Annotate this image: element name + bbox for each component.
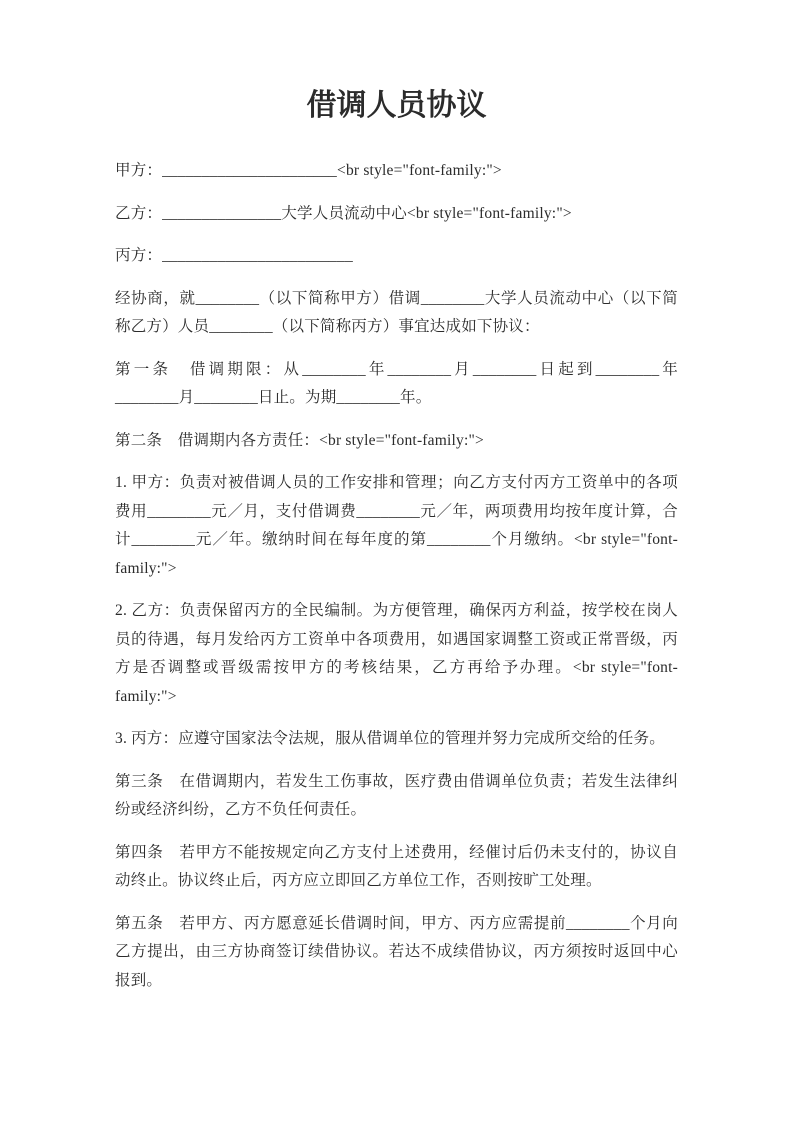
party-c-line: 丙方：________________________ [115,247,353,264]
article-3-paragraph: 第三条 在借调期内，若发生工伤事故，医疗费由借调单位负责；若发生法律纠纷或经济纠纷，乙方不负任何责任。 [115,772,678,818]
article-2-item-1: 1. 甲方：负责对被借调人员的工作安排和管理；向乙方支付丙方工资单中的各项费用________元／月，支付借调费________元／年，两项费用均按年度计算，合计________元／年。缴纳时间在每年度的第________个月缴纳。<br style="font-family:"> [115,474,678,577]
party-b-line: 乙方：_______________大学人员流动中心<br style="font-family:"> [115,204,572,222]
article-2-item-3: 3. 丙方：应遵守国家法令法规，服从借调单位的管理并努力完成所交给的任务。 [115,730,665,747]
party-a-line: 甲方：______________________<br style="font-family:"> [115,162,502,179]
article-5-paragraph: 第五条 若甲方、丙方愿意延长借调时间，甲方、丙方应需提前________个月向乙方提出，由三方协商签订续借协议。若达不成续借协议，丙方须按时返回中心报到。 [115,914,678,989]
intro-paragraph: 经协商，就________（以下简称甲方）借调________大学人员流动中心（以下简称乙方）人员________（以下简称丙方）事宜达成如下协议： [115,289,678,335]
article-2-item-2: 2. 乙方：负责保留丙方的全民编制。为方便管理，确保丙方利益，按学校在岗人员的待遇，每月发给丙方工资单中各项费用，如遇国家调整工资或正常晋级，丙方是否调整或晋级需按甲方的考核结果，乙方再给予办理。<br style="font-family:"> [115,602,678,705]
article-2-heading: 第二条 借调期内各方责任：<br style="font-family:"> [115,431,484,449]
document-title: 借调人员协议 [306,89,487,122]
article-4-paragraph: 第四条 若甲方不能按规定向乙方支付上述费用，经催讨后仍未支付的，协议自动终止。协议终止后，丙方应立即回乙方单位工作，否则按旷工处理。 [115,843,678,889]
article-1-paragraph: 第一条 借调期限：从________年________月________日起到________年________月________日止。为期________年。 [115,360,678,406]
